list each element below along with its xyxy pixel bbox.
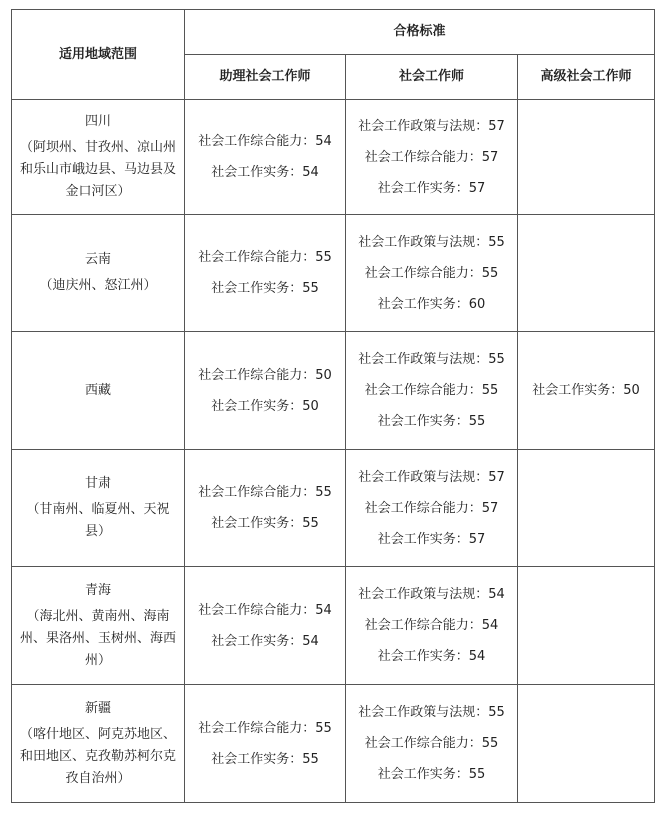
table-row [12,450,655,567]
header-standard: 合格标准 [185,10,655,55]
region-subareas: （甘南州、临夏州、天祝县） [26,502,170,539]
score-line: 社会工作综合能力：55 [198,720,332,736]
worker-score-cell [346,215,518,332]
region-name: 云南 [84,252,111,267]
score-line: 社会工作实务：50 [532,383,640,398]
region-name: 四川 [84,114,111,129]
assistant-score-cell [185,100,346,215]
region-cell [12,685,185,803]
region-cell [12,215,185,332]
score-line: 社会工作综合能力：54 [198,602,332,618]
table-row [12,100,655,215]
assistant-score-cell [185,450,346,567]
score-line: 社会工作实务：50 [211,398,319,414]
assistant-score-cell [185,332,346,450]
score-line: 社会工作实务：54 [211,633,319,649]
score-line: 社会工作综合能力：57 [364,149,499,165]
score-line: 社会工作政策与法规：55 [358,234,505,250]
score-line: 社会工作综合能力：55 [198,485,332,500]
region-name: 青海 [84,582,111,598]
score-line: 社会工作实务：55 [211,751,319,767]
score-line: 社会工作政策与法规：54 [358,587,505,602]
region-name: 新疆 [84,700,111,716]
score-line: 社会工作实务：54 [377,649,486,664]
region-subareas: （海北州、黄南州、海南州、果洛州、玉树州、海西州） [19,608,176,668]
senior-score-cell [518,332,655,450]
assistant-score-cell [185,215,346,332]
header-assistant: 助理社会工作师 [185,55,346,100]
score-line: 社会工作实务：55 [377,414,486,429]
assistant-score-cell [185,567,346,685]
score-line: 社会工作实务：57 [377,180,486,196]
region-cell [12,450,185,567]
score-line: 社会工作综合能力：55 [364,736,499,751]
table-body [12,100,655,803]
table-row [12,685,655,803]
score-line: 社会工作实务：55 [211,516,319,531]
score-line: 社会工作实务：57 [377,531,486,547]
score-line: 社会工作综合能力：55 [364,383,499,398]
score-line: 社会工作政策与法规：55 [358,705,505,720]
score-line: 社会工作综合能力：54 [364,618,499,633]
senior-score-cell [518,450,655,567]
senior-score-cell [518,100,655,215]
header-region: 适用地域范围 [12,10,185,100]
score-line: 社会工作政策与法规：57 [358,469,505,485]
table-row [12,332,655,450]
score-line: 社会工作综合能力：57 [364,500,499,516]
score-line: 社会工作综合能力：55 [198,250,332,265]
worker-score-cell [346,450,518,567]
worker-score-cell [346,332,518,450]
score-line: 社会工作综合能力：54 [198,134,332,149]
region-subareas: （迪庆州、怒江州） [39,278,157,293]
senior-score-cell [518,567,655,685]
region-cell [12,567,185,685]
table-row [12,567,655,685]
senior-score-cell [518,685,655,803]
score-line: 社会工作实务：55 [377,767,486,782]
header-worker: 社会工作师 [346,55,518,100]
score-line: 社会工作综合能力：55 [364,265,499,281]
score-line: 社会工作政策与法规：55 [358,352,505,367]
region-cell [12,332,185,450]
score-line: 社会工作实务：54 [211,165,319,180]
senior-score-cell [518,215,655,332]
worker-score-cell [346,685,518,803]
worker-score-cell [346,100,518,215]
score-line: 社会工作实务：60 [377,296,486,312]
table-row [12,215,655,332]
standards-table [11,9,655,803]
score-line: 社会工作实务：55 [211,281,319,296]
region-name: 甘肃 [84,476,111,491]
region-subareas: （喀什地区、阿克苏地区、和田地区、克孜勒苏柯尔克孜自治州） [19,726,176,786]
worker-score-cell [346,567,518,685]
region-cell [12,100,185,215]
region-subareas: （阿坝州、甘孜州、凉山州和乐山市峨边县、马边县及金口河区） [19,140,176,199]
region-name: 西藏 [84,382,111,398]
assistant-score-cell [185,685,346,803]
score-line: 社会工作综合能力：50 [198,367,332,383]
header-senior: 高级社会工作师 [518,55,655,100]
score-line: 社会工作政策与法规：57 [358,118,505,134]
